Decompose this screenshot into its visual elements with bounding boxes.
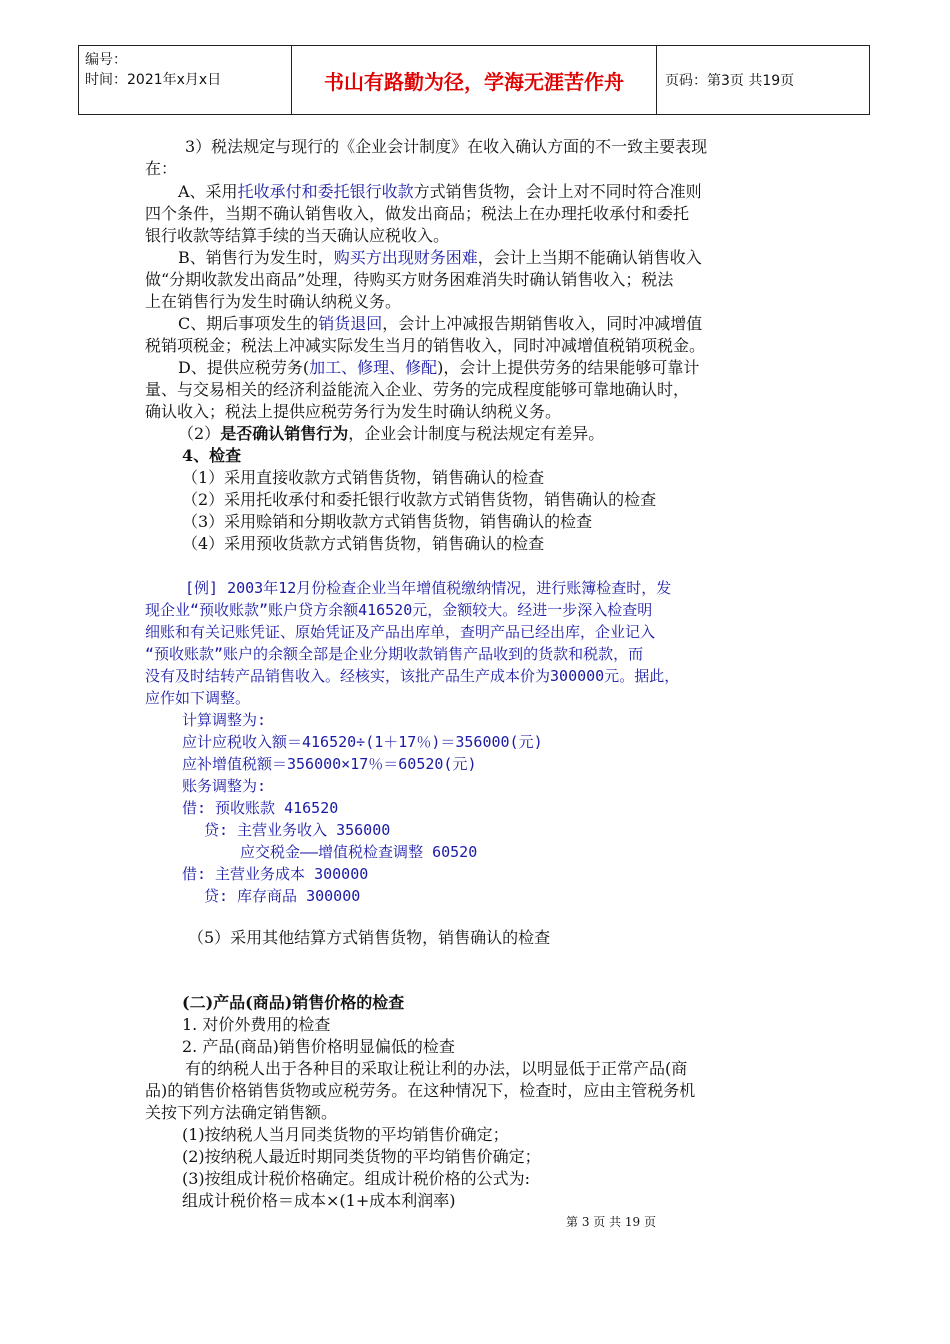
term-link: 托收承付和委托银行收款 xyxy=(237,182,414,201)
section-heading: 4、检查 xyxy=(182,446,242,465)
journal-entry: 借: 预收账款 416520 xyxy=(182,799,339,817)
para-line: 3）税法规定与现行的《企业会计制度》在收入确认方面的不一致主要表现 xyxy=(185,137,708,156)
para-line: （2）是否确认销售行为，企业会计制度与税法规定有差异。 xyxy=(178,424,605,443)
para-line: 量、与交易相关的经济利益能流入企业、劳务的完成程度能够可靠地确认时， xyxy=(145,380,690,399)
document-number-label: 编号： xyxy=(85,52,127,68)
journal-entry: 应交税金——增值税检查调整 60520 xyxy=(240,843,478,861)
list-item: （1）采用直接收款方式销售货物，销售确认的检查 xyxy=(182,468,545,487)
para-line: 上在销售行为发生时确认纳税义务。 xyxy=(145,292,402,311)
term-link: 加工、修理、修配 xyxy=(309,358,438,377)
para-line: 税销项税金；税法上冲减实际发生当月的销售收入，同时冲减增值税销项税金。 xyxy=(145,336,706,355)
para-line: 有的纳税人出于各种目的采取让税让利的办法，以明显低于正常产品(商 xyxy=(185,1059,688,1078)
header-page-number: 页码：第3页 共19页 xyxy=(657,46,870,115)
list-item: (3)按组成计税价格确定。组成计税价格的公式为: xyxy=(182,1169,531,1188)
para-line: C、期后事项发生的销货退回，会计上冲减报告期销售收入，同时冲减增值 xyxy=(178,314,703,333)
para-line: A、采用托收承付和委托银行收款方式销售货物，会计上对不同时符合准则 xyxy=(178,182,702,201)
list-item: 1. 对价外费用的检查 xyxy=(182,1015,331,1034)
para-line: 在： xyxy=(145,159,178,178)
list-item: （2）采用托收承付和委托银行收款方式销售货物，销售确认的检查 xyxy=(182,490,657,509)
example-line: 计算调整为: xyxy=(182,711,267,729)
para-line: 做“分期收款发出商品”处理，待购买方财务困难消失时确认销售收入；税法 xyxy=(145,270,674,289)
journal-entry: 借: 主营业务成本 300000 xyxy=(182,865,369,883)
journal-entry: 贷: 主营业务收入 356000 xyxy=(204,821,391,839)
list-item: 2. 产品(商品)销售价格明显偏低的检查 xyxy=(182,1037,455,1056)
header-motto: 书山有路勤为径，学海无涯苦作舟 xyxy=(292,46,657,115)
term-link: 购买方出现财务困难 xyxy=(333,248,478,267)
journal-entry: 贷: 库存商品 300000 xyxy=(204,887,361,905)
formula-line: 组成计税价格＝成本×(1+成本利润率) xyxy=(182,1191,456,1210)
para-line: B、销售行为发生时，购买方出现财务困难，会计上当期不能确认销售收入 xyxy=(178,248,702,267)
list-item: （3）采用赊销和分期收款方式销售货物，销售确认的检查 xyxy=(182,512,593,531)
page-footer: 第 3 页 共 19 页 xyxy=(566,1215,656,1229)
example-line: “预收账款”账户的余额全部是企业分期收款销售产品收到的货款和税款，而 xyxy=(145,645,644,663)
example-line: 现企业“预收账款”账户贷方余额416520元，金额较大。经进一步深入检查明 xyxy=(145,601,653,619)
para-line: 银行收款等结算手续的当天确认应税收入。 xyxy=(145,226,450,245)
example-line: 应作如下调整。 xyxy=(145,689,251,707)
para-line: 关按下列方法确定销售额。 xyxy=(145,1103,338,1122)
list-item: （5）采用其他结算方式销售货物，销售确认的检查 xyxy=(188,928,551,947)
para-line: 四个条件，当期不确认销售收入，做发出商品；税法上在办理托收承付和委托 xyxy=(145,204,690,223)
section-heading: (二)产品(商品)销售价格的检查 xyxy=(182,993,405,1012)
para-line: 品)的销售价格销售货物或应税劳务。在这种情况下，检查时，应由主管税务机 xyxy=(145,1081,696,1100)
example-line: 应计应税收入额＝416520÷(1＋17％)＝356000(元) xyxy=(182,733,543,751)
list-item: (1)按纳税人当月同类货物的平均销售价确定； xyxy=(182,1125,509,1144)
document-time: 时间：2021年x月x日 xyxy=(85,72,222,88)
list-item: （4）采用预收货款方式销售货物，销售确认的检查 xyxy=(182,534,545,553)
header-table xyxy=(78,45,870,115)
list-item: (2)按纳税人最近时期同类货物的平均销售价确定； xyxy=(182,1147,541,1166)
term-link: 销货退回 xyxy=(318,314,383,333)
para-line: D、提供应税劳务(加工、修理、修配)，会计上提供劳务的结果能够可靠计 xyxy=(178,358,700,377)
example-line: 应补增值税额＝356000×17％＝60520(元) xyxy=(182,755,477,773)
example-line: 账务调整为: xyxy=(182,777,267,795)
example-line: 细账和有关记账凭证、原始凭证及产品出库单，查明产品已经出库，企业记入 xyxy=(145,623,656,641)
example-line: 没有及时结转产品销售收入。经核实，该批产品生产成本价为300000元。据此， xyxy=(145,667,680,685)
header-meta xyxy=(79,46,292,115)
para-line: 确认收入；税法上提供应税劳务行为发生时确认纳税义务。 xyxy=(145,402,562,421)
example-line: [例] 2003年12月份检查企业当年增值税缴纳情况，进行账簿检查时，发 xyxy=(185,579,672,597)
